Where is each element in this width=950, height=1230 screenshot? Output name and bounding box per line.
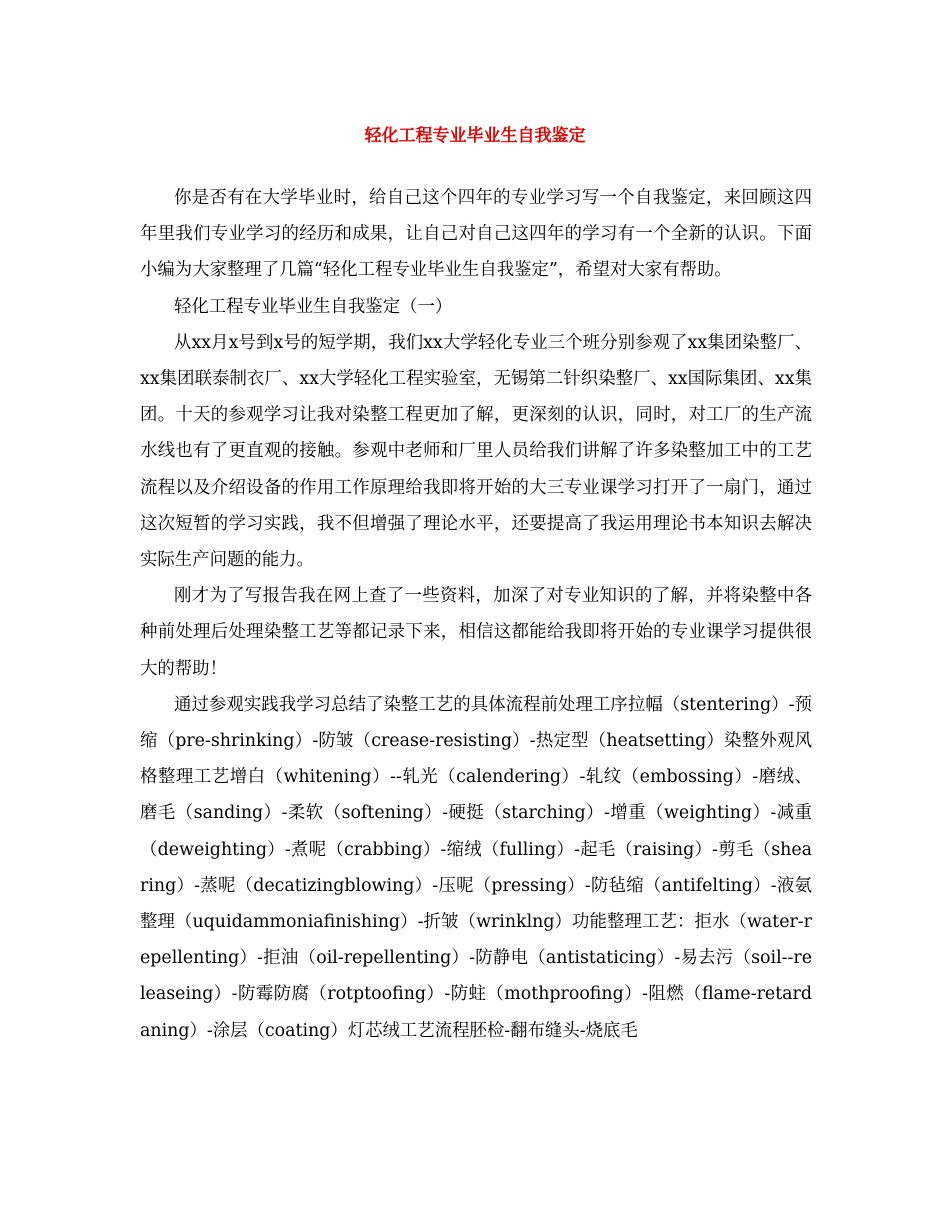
intro-paragraph: 你是否有在大学毕业时，给自己这个四年的专业学习写一个自我鉴定，来回顾这四年里我们专业学习的经历和成果，让自己对自己这四年的学习有一个全新的认识。下面小编为大家整理了几篇“轻化工程专业毕业生自我鉴定”，希望对大家有帮助。	[140, 188, 812, 281]
body-paragraph: 刚才为了写报告我在网上查了一些资料，加深了对专业知识的了解，并将染整中各种前处理后处理染整工艺等都记录下来，相信这都能给我即将开始的专业课学习提供很大的帮助！	[140, 586, 812, 679]
body-paragraph: 通过参观实践我学习总结了染整工艺的具体流程前处理工序拉幅（stentering）-预缩（pre-shrinking）-防皱（crease-resisting）-热定型（heatsetting）染整外观风格整理工艺增白（whitening）--轧光（calendering）-轧纹（embossing）-磨绒、磨毛（sanding）-柔软（softening）-硬挺（starching）-增重（weighting）-减重（deweighting）-煮呢（crabbing）-缩绒（fulling）-起毛（raising）-剪毛（shearing）-蒸呢（decatizingblowing）-压呢（pressing）-防毡缩（antifelting）-液氨整理（uquidammoniafinishing）-折皱（wrinklng）功能整理工艺：拒水（water-repellenting）-拒油（oil-repellenting）-防静电（antistaticing）-易去污（soil--releaseing）-防霉防腐（rotptoofing）-防蛀（mothproofing）-阻燃（flame-retardaning）-涂层（coating）灯芯绒工艺流程胚检-翻布缝头-烧底毛	[140, 694, 812, 1041]
body-paragraph: 从xx月x号到x号的短学期，我们xx大学轻化专业三个班分别参观了xx集团染整厂、xx集团联泰制衣厂、xx大学轻化工程实验室，无锡第二针织染整厂、xx国际集团、xx集团。十天的参观学习让我对染整工程更加了解，更深刻的认识，同时，对工厂的生产流水线也有了更直观的接触。参观中老师和厂里人员给我们讲解了许多染整加工中的工艺流程以及介绍设备的作用工作原理给我即将开始的大三专业课学习打开了一扇门，通过这次短暂的学习实践，我不但增强了理论水平，还要提高了我运用理论书本知识去解决实际生产问题的能力。	[140, 332, 812, 571]
document-title: 轻化工程专业毕业生自我鉴定	[364, 126, 586, 146]
document-body	[140, 180, 812, 1049]
section-heading: 轻化工程专业毕业生自我鉴定（一）	[174, 296, 453, 317]
